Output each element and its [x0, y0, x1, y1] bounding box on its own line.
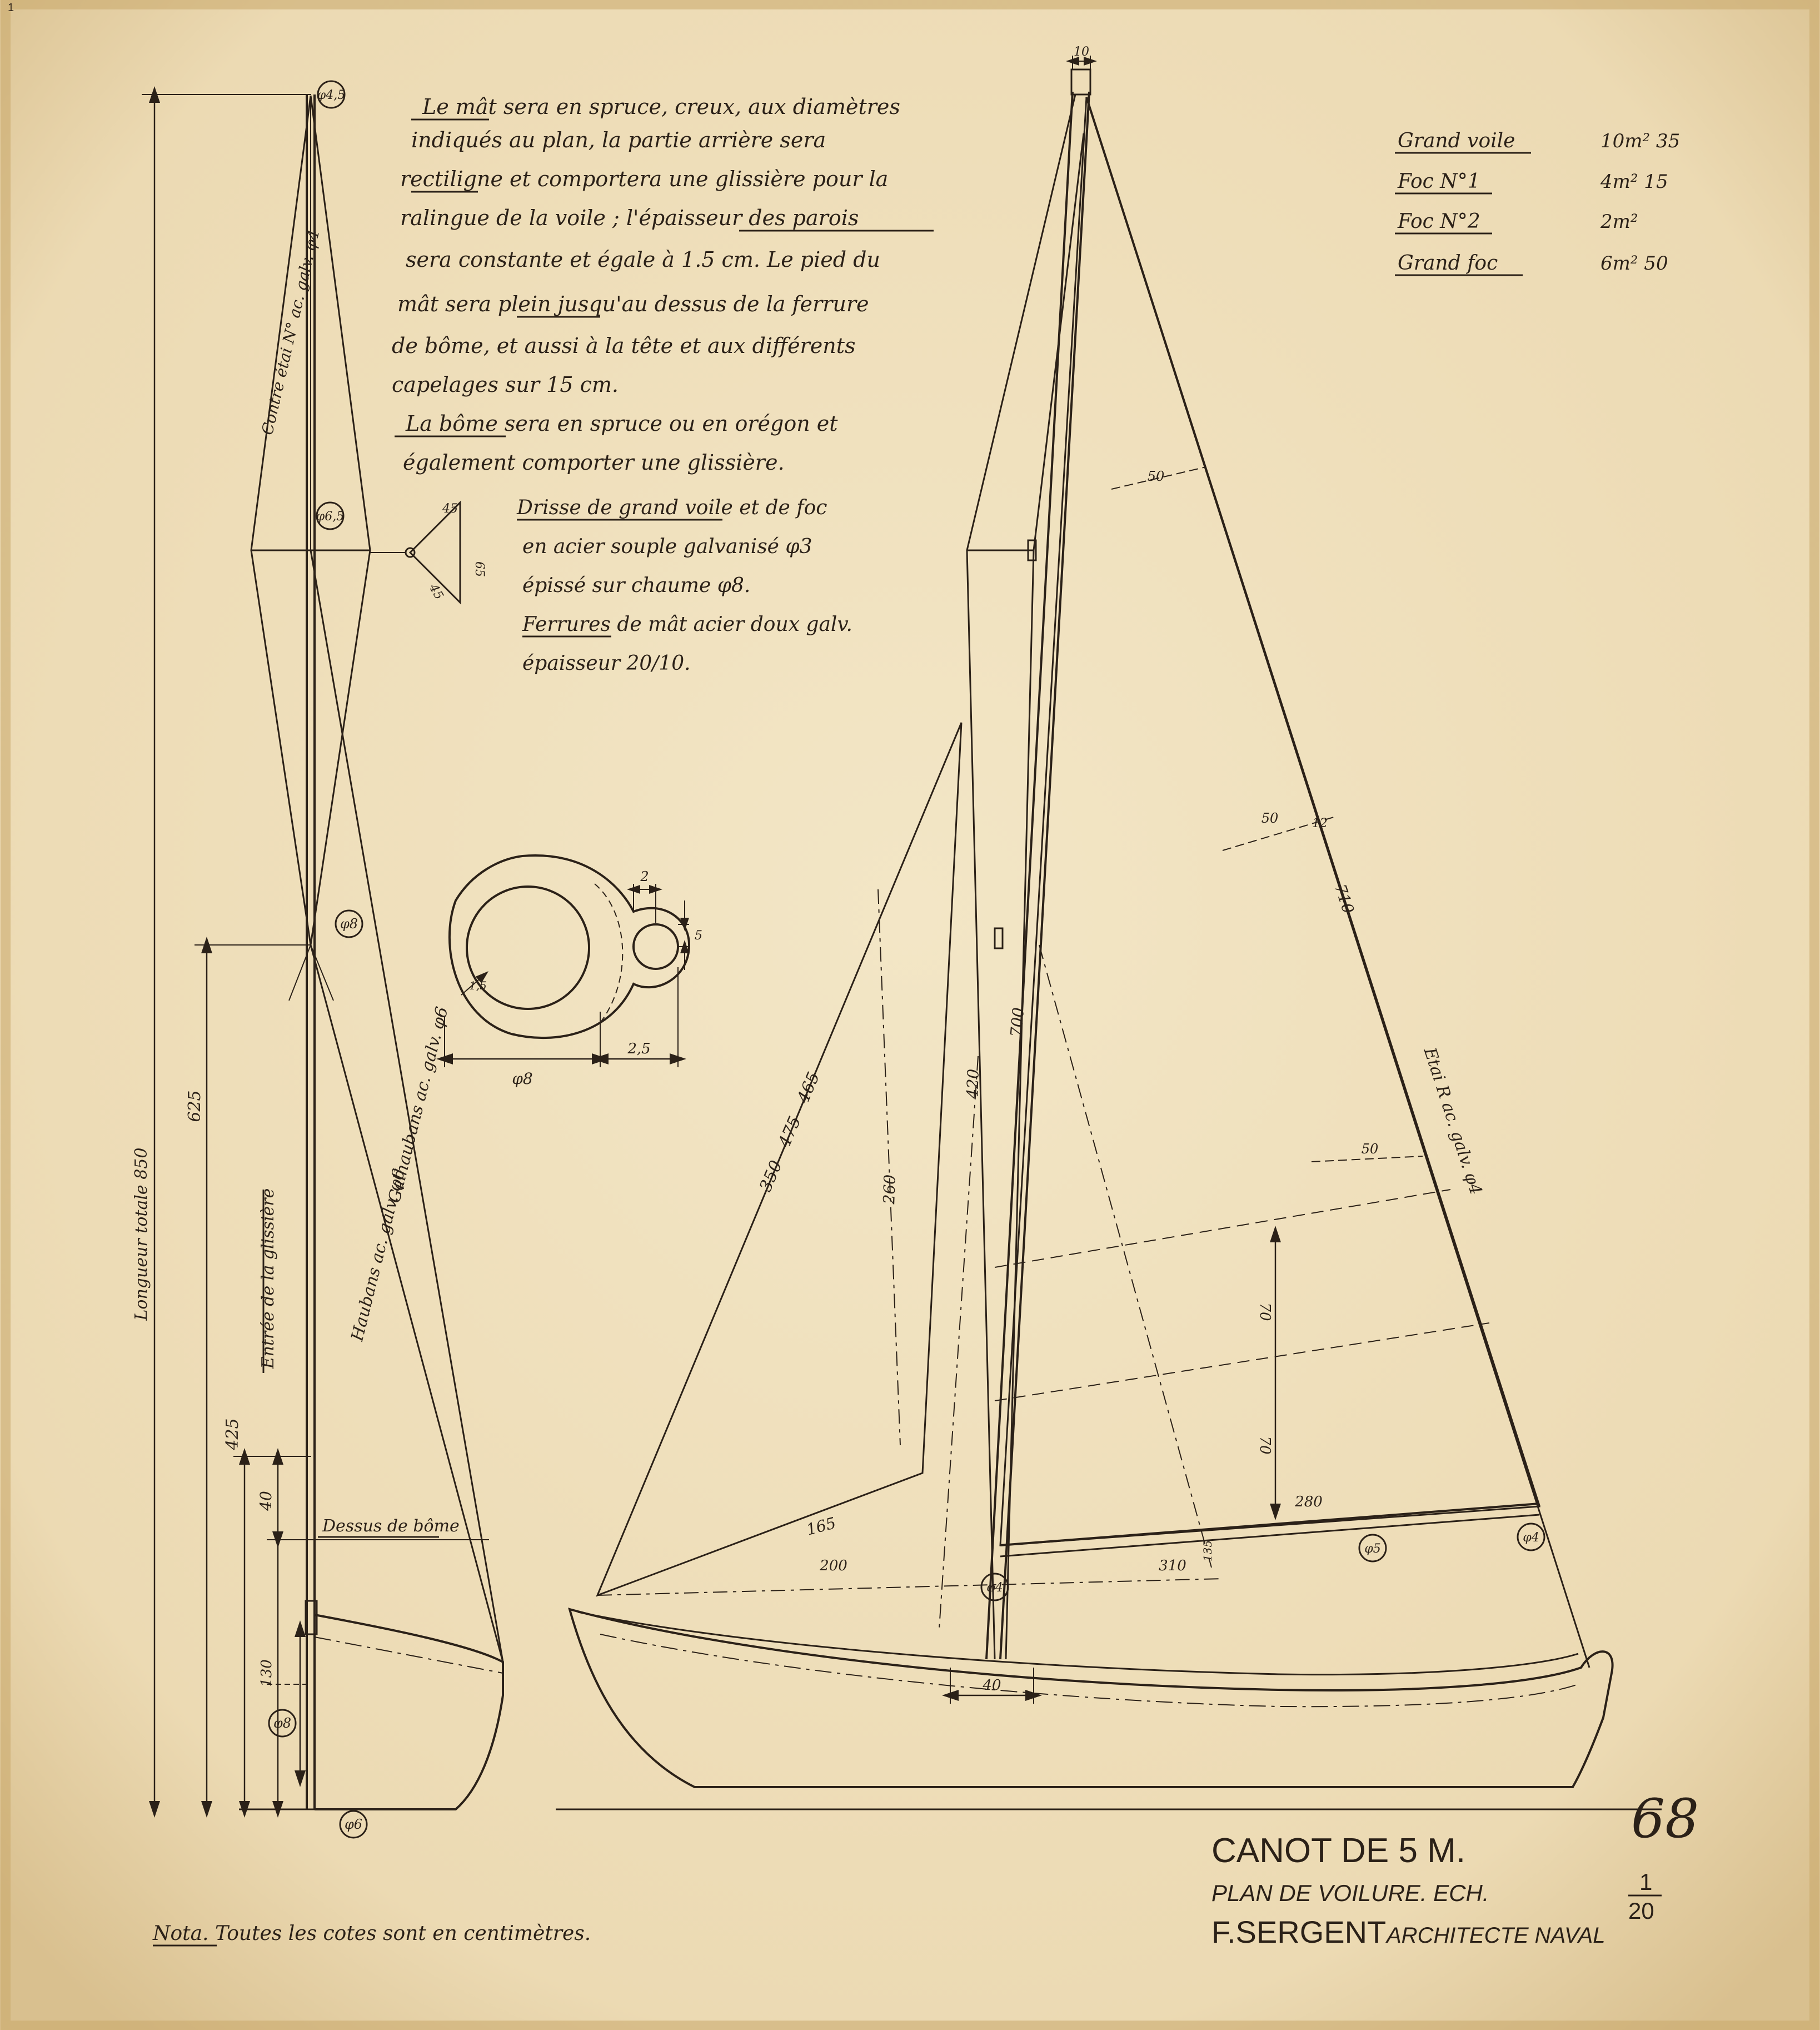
subtitle: PLAN DE VOILURE. ECH. [1211, 1880, 1489, 1906]
top-width: 10 [1074, 45, 1089, 59]
page-marker: 1 [8, 2, 14, 14]
spec-line-8: capelages sur 15 cm. [392, 372, 619, 397]
label-haubans: Haubans ac. galv. φ6 [347, 1167, 410, 1344]
halyard-line-2: en acier souple galvanisé φ3 [522, 535, 812, 558]
sail-area-name-1: Grand voile [1398, 130, 1515, 152]
jib-foot: 165 [804, 1513, 838, 1539]
sail-area-name-3: Foc N°2 [1398, 210, 1480, 233]
label-625: 625 [185, 1090, 205, 1122]
mast-height: 420 [963, 1068, 983, 1099]
scale-den: 20 [1628, 1898, 1654, 1924]
nota: Nota. Toutes les cotes sont en centimètres. [153, 1922, 591, 1945]
forestay-label: Etai R ac. galv. φ4 [1419, 1045, 1486, 1197]
batten-50c: 50 [1361, 1141, 1379, 1157]
architect-name: F.SERGENT [1211, 1914, 1387, 1949]
d-gooseneck: φ4 [986, 1581, 1003, 1595]
spec-line-7: de bôme, et aussi à la tête et aux différents [392, 334, 856, 358]
label-contre-etai: Contre étai N° ac. galv. φ4 [258, 228, 323, 437]
boom-310: 310 [1159, 1558, 1186, 1574]
spec-line-5: sera constante et égale à 1.5 cm. Le pied du [406, 247, 880, 272]
label-dessus-bome: Dessus de bôme [322, 1516, 460, 1536]
d-boom-mid: φ5 [1364, 1542, 1381, 1556]
label-total-length: Longueur totale 850 [132, 1147, 151, 1321]
spec-line-2: indiqués au plan, la partie arrière sera [411, 128, 826, 152]
spec-line-9: La bôme sera en spruce ou en orégon et [406, 411, 838, 436]
main-leech-length: 710 [1331, 882, 1358, 916]
sail-area-value-1: 10m² 35 [1600, 130, 1681, 152]
diameter-base: φ6 [344, 1817, 363, 1832]
architect-role: ARCHITECTE NAVAL [1387, 1923, 1605, 1948]
sail-area-value-4: 6m² 50 [1600, 252, 1668, 275]
reef-70b: 70 [1256, 1436, 1273, 1455]
title: CANOT DE 5 M. [1211, 1832, 1466, 1870]
spec-line-3: rectiligne et comportera une glissière pour la [400, 167, 889, 191]
boom-280: 280 [1295, 1494, 1323, 1510]
section-d-gap: 5 [695, 929, 702, 943]
luff-label: 350 - 475 - 465 [756, 1069, 824, 1195]
scale-num: 1 [1639, 1869, 1653, 1895]
batten-50b: 50 [1261, 810, 1279, 826]
sail-area-name-2: Foc N°1 [1398, 170, 1480, 193]
jib-leech: 260 [880, 1174, 899, 1205]
label-40: 40 [257, 1491, 275, 1511]
diameter-heel: φ8 [273, 1715, 292, 1731]
batten-12: 12 [1312, 817, 1328, 830]
spreader-c: 45 [426, 581, 446, 603]
label-galhaubans: Galhaubans ac. galv. φ6 [384, 1004, 452, 1205]
boom-135: 135 [1201, 1540, 1214, 1562]
d-boom-end: φ4 [1523, 1531, 1539, 1545]
spreader-a: 45 [442, 502, 458, 516]
label-425: 425 [223, 1418, 242, 1450]
sail-area-value-3: 2m² [1600, 211, 1638, 233]
batten-50a: 50 [1147, 469, 1165, 484]
label-glissiere: Entrée de la glissière [258, 1188, 278, 1369]
section-d-outer: φ8 [512, 1069, 533, 1088]
halyard-line-5: épaisseur 20/10. [522, 652, 691, 675]
sail-area-value-2: 4m² 15 [1600, 171, 1668, 193]
section-d-thick: 1,5 [469, 979, 487, 992]
mast-foot-40: 40 [983, 1677, 1001, 1694]
section-d-wall: 2,5 [627, 1041, 651, 1057]
label-130: 130 [258, 1659, 275, 1687]
spec-line-6: mât sera plein jusqu'au dessus de la ferrure [397, 292, 869, 316]
sheet-number: 68 [1631, 1788, 1699, 1850]
diameter-spreader: φ6,5 [316, 510, 345, 524]
spec-line-1: Le mât sera en spruce, creux, aux diamètres [422, 94, 900, 119]
spreader-b: 65 [472, 561, 486, 577]
mast-full: 700 [1006, 1007, 1028, 1038]
diameter-top: φ4,5 [317, 88, 346, 102]
boom-200: 200 [820, 1558, 847, 1574]
halyard-line-1: Drisse de grand voile et de foc [517, 496, 827, 519]
halyard-line-3: épissé sur chaume φ8. [522, 574, 751, 597]
halyard-line-4: Ferrures de mât acier doux galv. [522, 613, 852, 636]
reef-70a: 70 [1256, 1302, 1273, 1321]
spec-line-10: également comporter une glissière. [403, 450, 785, 475]
sail-area-name-4: Grand foc [1398, 252, 1498, 275]
diameter-lower: φ8 [340, 916, 358, 932]
section-d-slot: 2 [640, 869, 649, 884]
spec-line-4: ralingue de la voile ; l'épaisseur des parois [400, 206, 859, 230]
